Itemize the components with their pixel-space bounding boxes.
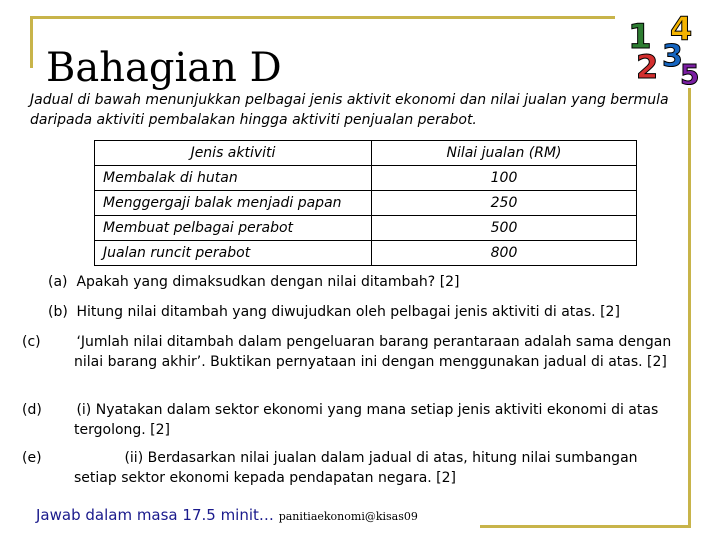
question-text: (i) Nyatakan dalam sektor ekonomi yang mana setiap jenis aktiviti ekonomi di atas tergolong. [2] (74, 402, 659, 438)
question-a (48, 272, 668, 292)
question-label: (d) (22, 402, 42, 418)
frame-left-border (30, 16, 33, 68)
question-text: Hitung nilai ditambah yang diwujudkan oleh pelbagai jenis aktiviti di atas. [2] (76, 304, 620, 320)
header-activity: Jenis aktiviti (95, 141, 372, 166)
numbers-logo-icon (622, 8, 712, 88)
question-e (22, 448, 674, 488)
svg-text:2: 2 (636, 48, 659, 86)
question-label: (e) (22, 450, 42, 466)
svg-text:4: 4 (670, 10, 693, 48)
question-label: (b) (48, 304, 68, 320)
activity-cell: Jualan runcit perabot (95, 241, 372, 266)
activity-cell: Menggergaji balak menjadi papan (95, 191, 372, 216)
frame-top-border (30, 16, 615, 19)
table-row (95, 191, 637, 216)
question-text: Apakah yang dimaksudkan dengan nilai ditambah? [2] (76, 274, 460, 290)
table-row (95, 241, 637, 266)
intro-text: Jadual di bawah menunjukkan pelbagai jenis aktivit ekonomi dan nilai jualan yang bermula daripada aktiviti pembalakan hingga aktiviti penjualan perabot. (30, 92, 669, 128)
activity-cell: Membuat pelbagai perabot (95, 216, 372, 241)
slide-title: Bahagian D (46, 45, 282, 91)
question-text: (ii) Berdasarkan nilai jualan dalam jadual di atas, hitung nilai sumbangan setiap sektor ekonomi kepada pendapatan negara. [2] (74, 450, 638, 486)
value-cell: 100 (372, 166, 637, 191)
question-text: ‘Jumlah nilai ditambah dalam pengeluaran barang perantaraan adalah sama dengan nilai barang akhir’. Buktikan pernyataan ini dengan menggunakan jadual di atas. [2] (74, 334, 672, 370)
value-cell: 500 (372, 216, 637, 241)
question-c (22, 332, 674, 372)
value-cell: 800 (372, 241, 637, 266)
table-header-row (95, 141, 637, 166)
svg-text:5: 5 (680, 58, 700, 88)
table-row (95, 216, 637, 241)
table-row (95, 166, 637, 191)
question-d (22, 400, 674, 440)
value-cell: 250 (372, 191, 637, 216)
header-value: Nilai jualan (RM) (372, 141, 637, 166)
time-note: Jawab dalam masa 17.5 minit… (36, 506, 274, 524)
question-b (48, 302, 668, 322)
sales-table (94, 140, 637, 266)
svg-text:1: 1 (628, 17, 652, 57)
svg-text:3: 3 (662, 39, 683, 74)
frame-right-border (688, 88, 691, 528)
credit-text: panitiaekonomi@kisas09 (278, 510, 418, 523)
frame-bottom-border (480, 525, 691, 528)
question-label: (c) (22, 334, 41, 350)
activity-cell: Membalak di hutan (95, 166, 372, 191)
question-label: (a) (48, 274, 68, 290)
footer (36, 506, 418, 524)
